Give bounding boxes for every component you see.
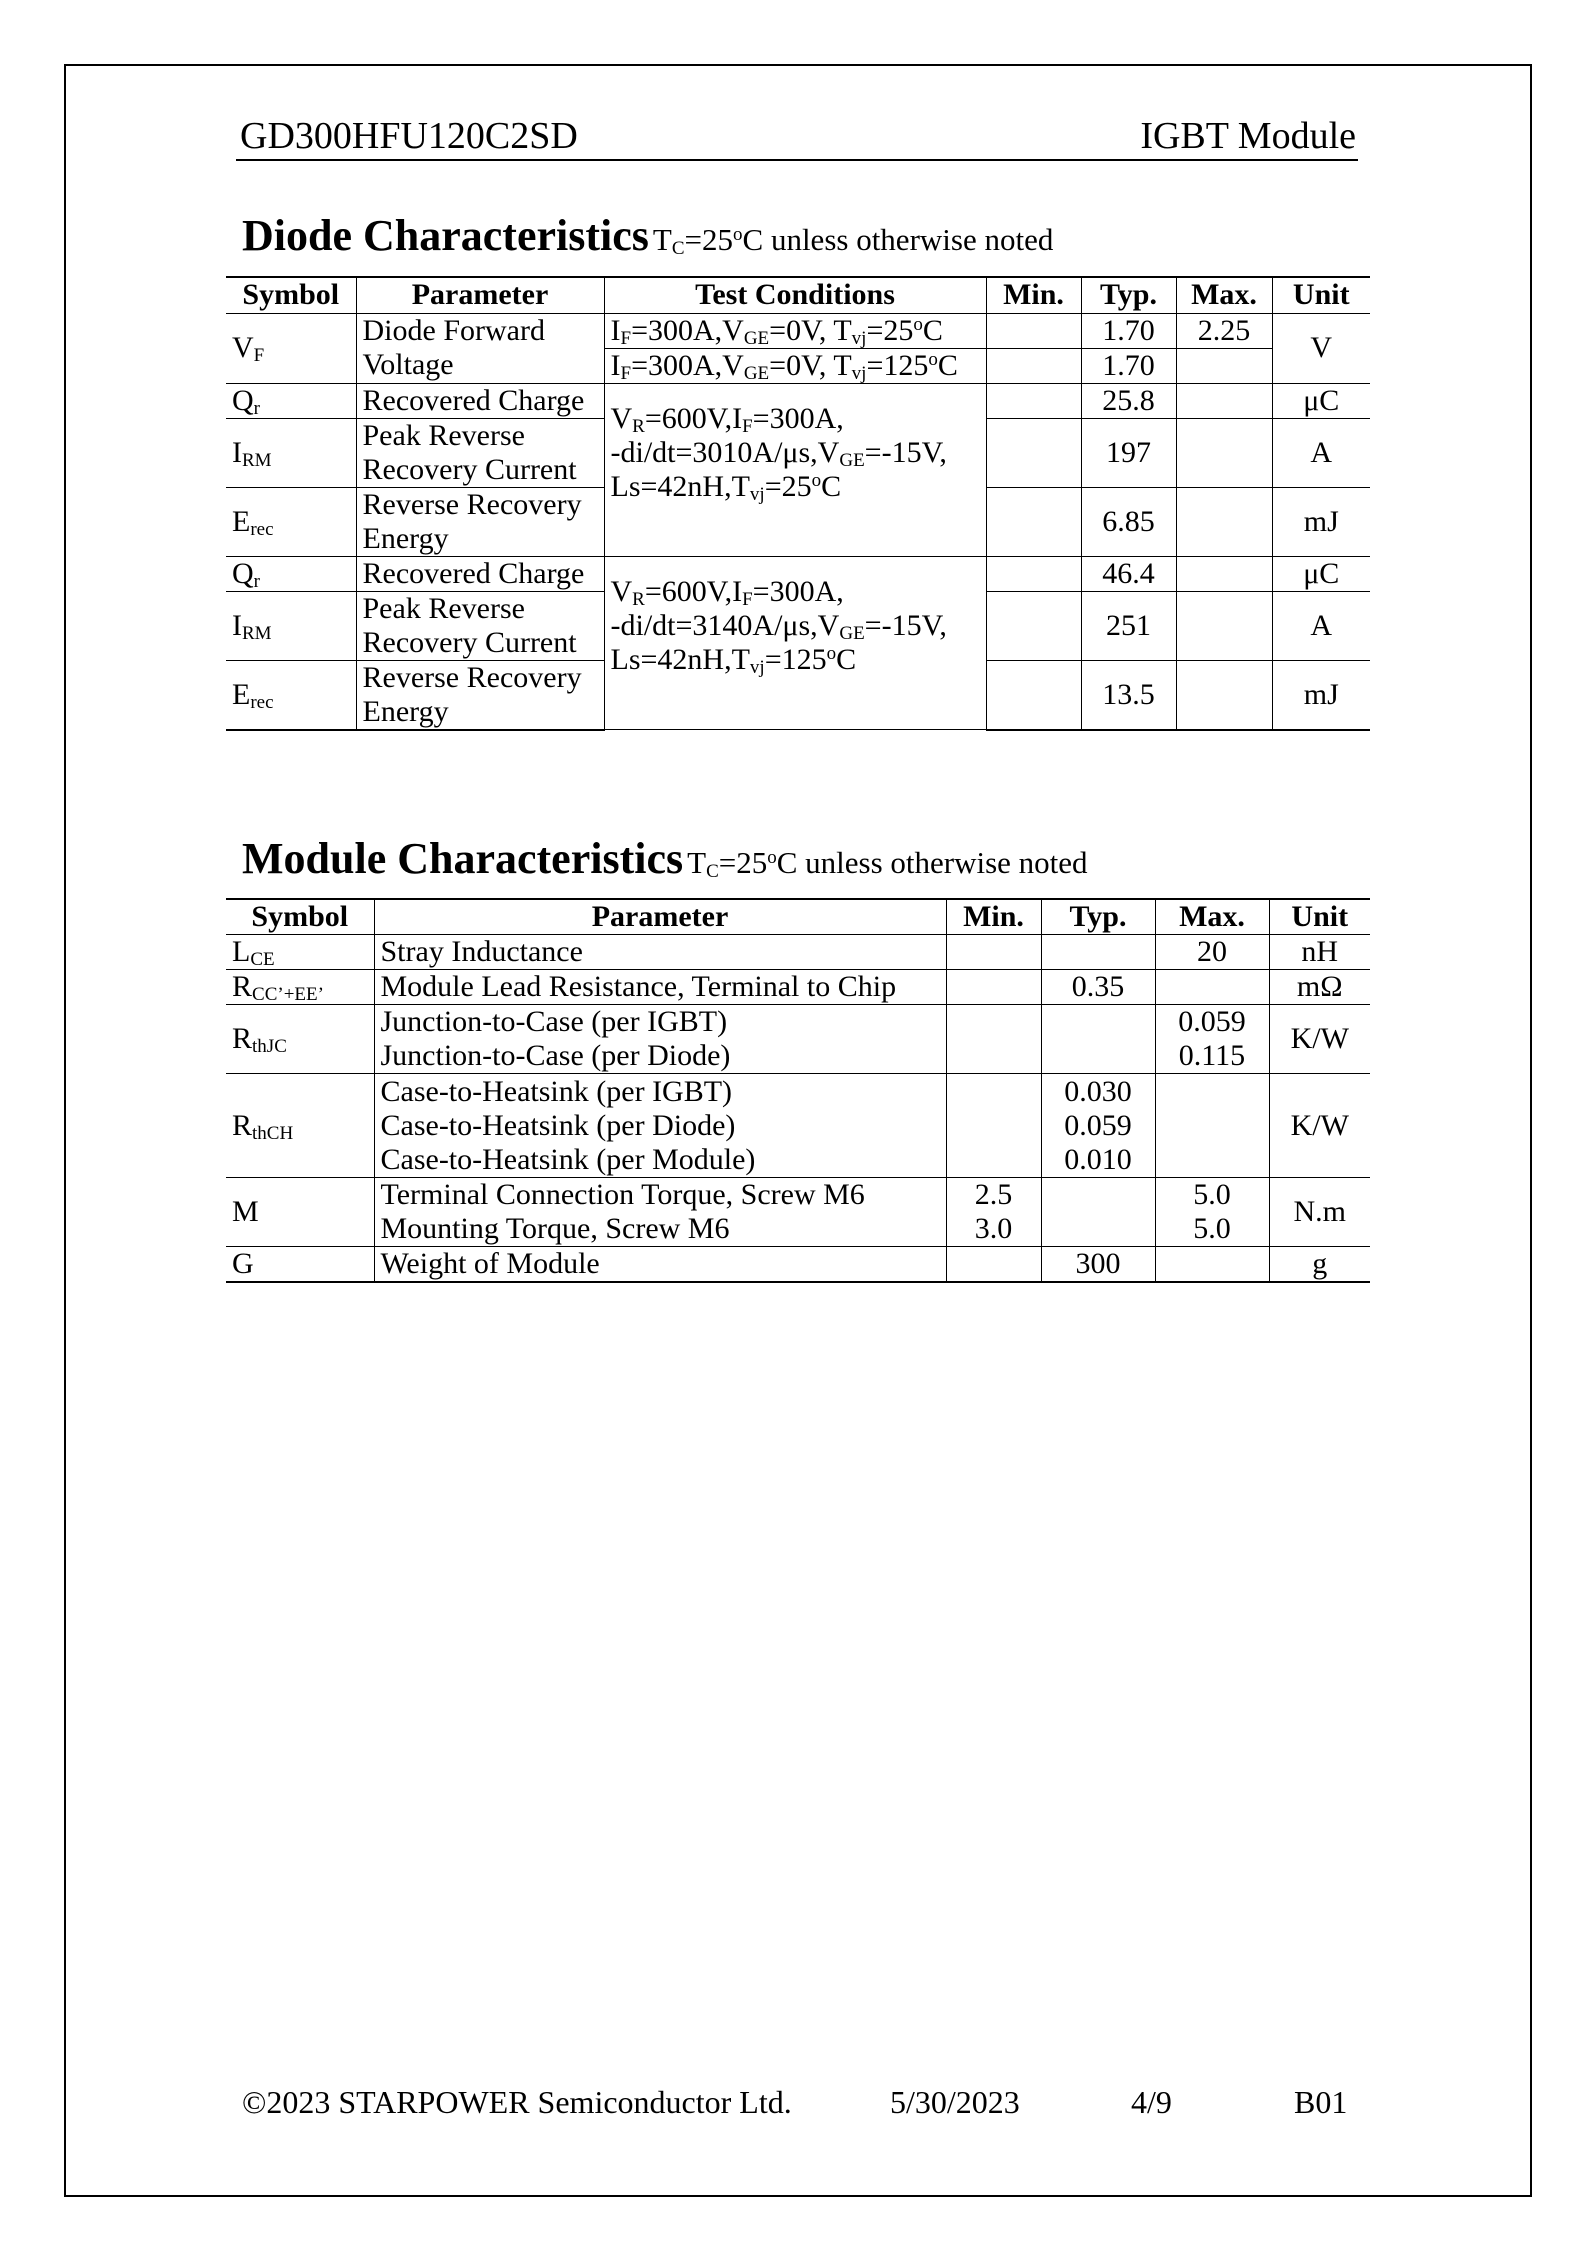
col-symbol: Symbol: [226, 899, 374, 935]
parameter-cell: Recovered Charge: [356, 383, 604, 418]
min-cell: [986, 487, 1081, 556]
condition-cell: $V_R=600V,I_F=300A$, $-di/dt=3140A/\mu s,V_{GE}=-15V$, $Ls=42nH,T_{vj}=125^oC$: [604, 556, 986, 730]
symbol-cell: $Q_r$: [226, 383, 356, 418]
symbol-cell: $R_{thJC}$: [226, 1005, 374, 1074]
symbol-cell: $V_F$: [226, 313, 356, 383]
unit-cell: μC: [1272, 556, 1370, 591]
parameter-cell: Module Lead Resistance, Terminal to Chip: [374, 970, 946, 1005]
col-parameter: Parameter: [374, 899, 946, 935]
typ-cell: 13.5: [1081, 660, 1176, 730]
typ-cell: 6.85: [1081, 487, 1176, 556]
parameter-cell: Reverse Recovery Energy: [356, 487, 604, 556]
max-cell: [1155, 1074, 1269, 1178]
parameter-cell: Junction-to-Case (per IGBT) Junction-to-Case (per Diode): [374, 1005, 946, 1074]
symbol-cell: $I_{RM}$: [226, 418, 356, 487]
table-row: [226, 556, 1370, 591]
parameter-cell: Terminal Connection Torque, Screw M6 Mounting Torque, Screw M6: [374, 1178, 946, 1247]
typ-cell: [1041, 1005, 1155, 1074]
col-unit: Unit: [1272, 277, 1370, 313]
table-row: [226, 1074, 1370, 1178]
max-cell: 5.0 5.0: [1155, 1178, 1269, 1247]
unit-cell: μC: [1272, 383, 1370, 418]
col-typ: Typ.: [1081, 277, 1176, 313]
condition-cell: $V_R=600V,I_F=300A$, $-di/dt=3010A/\mu s,V_{GE}=-15V$, $Ls=42nH,T_{vj}=25^oC$: [604, 383, 986, 556]
module-characteristics-table: [226, 898, 1370, 1283]
min-cell: [946, 935, 1041, 970]
min-cell: [986, 660, 1081, 730]
condition-cell: $I_F=300A,V_{GE}=0V$, $T_{vj}=25^oC$: [604, 313, 986, 348]
col-symbol: Symbol: [226, 277, 356, 313]
unit-cell: A: [1272, 418, 1370, 487]
typ-cell: 46.4: [1081, 556, 1176, 591]
module-section-title: [242, 833, 1088, 884]
max-cell: [1176, 348, 1272, 383]
parameter-cell: Reverse Recovery Energy: [356, 660, 604, 730]
max-cell: [1176, 660, 1272, 730]
typ-cell: 1.70: [1081, 313, 1176, 348]
typ-cell: 197: [1081, 418, 1176, 487]
max-cell: [1155, 1247, 1269, 1283]
table-header-row: [226, 899, 1370, 935]
table-row: [226, 935, 1370, 970]
symbol-cell: $R_{thCH}$: [226, 1074, 374, 1178]
min-cell: [946, 1074, 1041, 1178]
col-min: Min.: [946, 899, 1041, 935]
col-parameter: Parameter: [356, 277, 604, 313]
condition-cell: $I_F=300A,V_{GE}=0V$, $T_{vj}=125^oC$: [604, 348, 986, 383]
min-cell: [946, 970, 1041, 1005]
module-title-text: Module Characteristics: [242, 834, 684, 883]
unit-cell: nH: [1269, 935, 1370, 970]
parameter-cell: Case-to-Heatsink (per IGBT) Case-to-Heatsink (per Diode) Case-to-Heatsink (per Module): [374, 1074, 946, 1178]
parameter-cell: Stray Inductance: [374, 935, 946, 970]
parameter-cell: Weight of Module: [374, 1247, 946, 1283]
table-row: [226, 1247, 1370, 1283]
typ-cell: 300: [1041, 1247, 1155, 1283]
typ-cell: 25.8: [1081, 383, 1176, 418]
typ-cell: 0.030 0.059 0.010: [1041, 1074, 1155, 1178]
symbol-cell: $E_{rec}$: [226, 487, 356, 556]
parameter-cell: Peak Reverse Recovery Current: [356, 591, 604, 660]
unit-cell: K/W: [1269, 1005, 1370, 1074]
min-cell: 2.5 3.0: [946, 1178, 1041, 1247]
module-title-note: $T_C=25^oC$ unless otherwise noted: [687, 845, 1088, 882]
min-cell: [986, 313, 1081, 348]
parameter-cell: Recovered Charge: [356, 556, 604, 591]
footer-page-number: 4/9: [1131, 2084, 1172, 2120]
unit-cell: K/W: [1269, 1074, 1370, 1178]
col-max: Max.: [1155, 899, 1269, 935]
unit-cell: g: [1269, 1247, 1370, 1283]
footer-copyright: ©2023 STARPOWER Semiconductor Ltd.: [242, 2084, 792, 2120]
typ-cell: [1041, 1178, 1155, 1247]
min-cell: [946, 1005, 1041, 1074]
unit-cell: mΩ: [1269, 970, 1370, 1005]
unit-cell: A: [1272, 591, 1370, 660]
col-unit: Unit: [1269, 899, 1370, 935]
footer-revision: B01: [1294, 2084, 1348, 2120]
max-cell: [1176, 487, 1272, 556]
max-cell: [1176, 556, 1272, 591]
min-cell: [986, 418, 1081, 487]
footer-date: 5/30/2023: [890, 2084, 1020, 2120]
max-cell: [1155, 970, 1269, 1005]
col-max: Max.: [1176, 277, 1272, 313]
table-row: [226, 970, 1370, 1005]
symbol-cell: $R_{CC’+EE’}$: [226, 970, 374, 1005]
diode-characteristics-table: [226, 276, 1370, 731]
header-rule: [236, 159, 1358, 161]
max-cell: 2.25: [1176, 313, 1272, 348]
typ-cell: 251: [1081, 591, 1176, 660]
min-cell: [946, 1247, 1041, 1283]
col-test-conditions: Test Conditions: [604, 277, 986, 313]
parameter-cell: Peak Reverse Recovery Current: [356, 418, 604, 487]
col-min: Min.: [986, 277, 1081, 313]
typ-cell: 0.35: [1041, 970, 1155, 1005]
min-cell: [986, 348, 1081, 383]
max-cell: [1176, 591, 1272, 660]
diode-title-text: Diode Characteristics: [242, 211, 649, 260]
min-cell: [986, 591, 1081, 660]
max-cell: 20: [1155, 935, 1269, 970]
max-cell: [1176, 418, 1272, 487]
min-cell: [986, 556, 1081, 591]
symbol-cell: $Q_r$: [226, 556, 356, 591]
max-cell: [1176, 383, 1272, 418]
parameter-cell: Diode Forward Voltage: [356, 313, 604, 383]
unit-cell: V: [1272, 313, 1370, 383]
table-header-row: [226, 277, 1370, 313]
table-row: [226, 1178, 1370, 1247]
symbol-cell: M: [226, 1178, 374, 1247]
diode-title-note: $T_C=25^oC$ unless otherwise noted: [652, 222, 1054, 259]
unit-cell: N.m: [1269, 1178, 1370, 1247]
col-typ: Typ.: [1041, 899, 1155, 935]
symbol-cell: $E_{rec}$: [226, 660, 356, 730]
part-number: GD300HFU120C2SD: [240, 115, 578, 157]
min-cell: [986, 383, 1081, 418]
table-row: [226, 1005, 1370, 1074]
table-row: [226, 313, 1370, 348]
max-cell: 0.059 0.115: [1155, 1005, 1269, 1074]
table-row: [226, 383, 1370, 418]
typ-cell: [1041, 935, 1155, 970]
symbol-cell: $I_{RM}$: [226, 591, 356, 660]
typ-cell: 1.70: [1081, 348, 1176, 383]
symbol-cell: G: [226, 1247, 374, 1283]
unit-cell: mJ: [1272, 660, 1370, 730]
symbol-cell: $L_{CE}$: [226, 935, 374, 970]
diode-section-title: [242, 210, 1053, 261]
unit-cell: mJ: [1272, 487, 1370, 556]
product-type: IGBT Module: [1140, 115, 1356, 157]
